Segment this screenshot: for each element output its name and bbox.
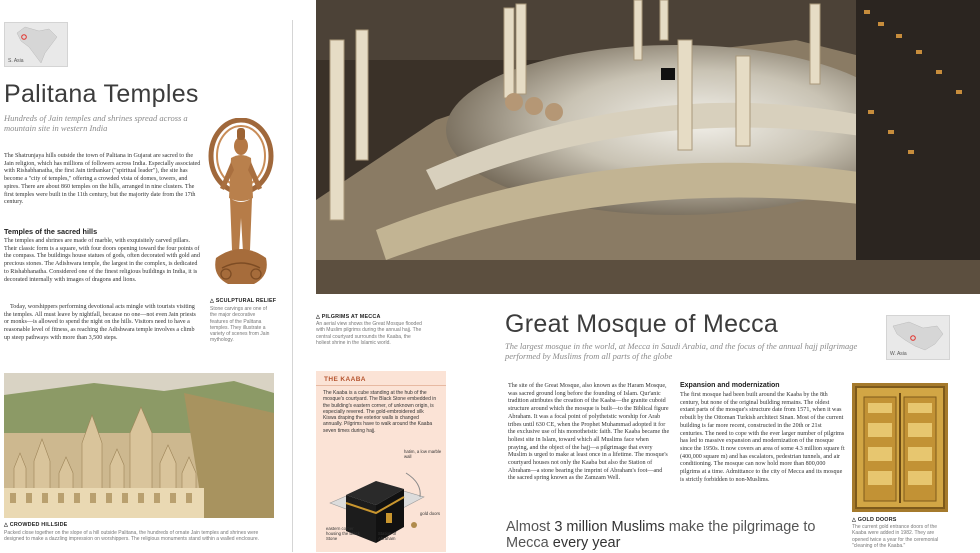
page-title: Palitana Temples xyxy=(4,80,199,108)
pull-quote: Almost 3 million Muslims make the pilgrimage to Mecca every year xyxy=(506,519,816,551)
section-paragraph-2: Today, worshippers performing devotional acts mingle with tourists visiting the temples. All must leave by nightfall, because no one—not even Jain priests or monks—is allowed to spend the night on the hills. Visitors need to have a reasonable level of fitness, as reaching the Adishwara temple involves a climb up steep pathways with more than 3,500 steps. xyxy=(4,304,196,341)
page-subtitle: Hundreds of Jain temples and shrines spread across a mountain site in western India xyxy=(4,113,188,133)
triangle-icon: △ xyxy=(210,298,215,304)
triangle-icon: △ xyxy=(4,522,9,528)
locator-map-south-asia xyxy=(4,22,68,67)
map-label: W. Asia xyxy=(890,351,907,357)
intro-paragraph: The Shatrunjaya hills outside the town of Palitana in Gujarat are sacred to the Jain religion, which has millions of followers across India. Especially associated with Rishabhanatha, the first Jain tirthankar ("spiritual leader"), the site has become a "city of temples," offering a crowded vista of domes, towers, and spires. There are about 860 temples on the hills, arranged in nine clusters. The first temples were built in the 11th century, but the majority date from the 17th century. xyxy=(4,153,201,206)
label-station-of-abraham: Station of Abraham xyxy=(378,531,397,541)
label-gold-doors: gold doors xyxy=(420,511,441,516)
pilgrims-caption-title: △ PILGRIMS AT MECCA xyxy=(316,314,381,320)
gold-doors-caption-text: The current gold entrance doors of the Kaaba were added in 1982. They are opened twice a year for the ceremonial "cleaning of the Kaaba." xyxy=(852,524,939,549)
pull-quote-highlight: every year xyxy=(552,535,621,551)
sculpture-caption-title: △ SCULPTURAL RELIEF xyxy=(210,298,277,304)
mosque-title: Great Mosque of Mecca xyxy=(505,310,779,338)
mecca-aerial-photo xyxy=(316,0,980,294)
locator-map-west-asia xyxy=(886,315,950,360)
map-label: S. Asia xyxy=(8,58,24,64)
section-paragraph-1: The temples and shrines are made of marble, with exquisitely carved pillars. Their classic form is a square, with four doors opening toward the four points of the compass. The buildings house statues of gods, often decorated with gold and precious stones. The Adishwara temple, the largest in the complex, is dedicated to Rishabhanatha. Considered one of the finest religious buildings in India, it is decorated internally with images of dragons and lions. xyxy=(4,238,200,283)
triangle-icon: △ xyxy=(852,517,857,523)
mosque-subtitle: The largest mosque in the world, at Mecca in Saudi Arabia, and the focus of the annual hajj pilgrimage performed by Muslims from all parts of the globe xyxy=(505,341,858,361)
gold-doors-caption-title: △ GOLD DOORS xyxy=(852,517,897,523)
label-eastern-corner: eastern corner housing the Black Stone xyxy=(326,526,360,541)
sculpture-caption-text: Stone carvings are one of the major decorative features of the Palitana temples. They illustrate a variety of scenes from Jain mythology. xyxy=(210,306,270,344)
triangle-icon: △ xyxy=(316,314,321,320)
kaaba-box-header: THE KAABA xyxy=(324,376,366,383)
kaaba-info-box xyxy=(316,371,446,552)
label-hatim: hatim, a low marble wall xyxy=(404,449,442,459)
gold-doors-photo xyxy=(852,383,948,512)
hillside-temples-photo xyxy=(4,373,274,518)
mosque-column-2: The first mosque had been built around the Kaaba by the 8th century, but none of the original building remains. The oldest extant parts of the mosque's structure date from 1571, when it was rebuilt by the Ottoman Turkish architect Sinan. Most of the current building is far more recent, constructed in the 20th or 21st centuries. The need to cope with the ever larger number of pilgrims has led to massive expansion and modernization of the mosque since the 1950s. It now covers an area of some 4.3 million square ft (400,000 square m) and has escalators, pedestrian tunnels, and air conditioning. The mosque can now hold more than 800,000 pilgrims at a time. Admittance to the city of Mecca and its mosque is strictly forbidden to non-Muslims. xyxy=(680,392,845,483)
pull-quote-highlight: 3 million Muslims xyxy=(554,519,665,535)
pilgrims-caption-text: An aerial view shows the Great Mosque flooded with Muslim pilgrims during the annual hajj. The central courtyard surrounds the Kaaba, the holiest shrine in the Islamic world. xyxy=(316,321,422,346)
hillside-caption-title: △ CROWDED HILLSIDE xyxy=(4,522,68,528)
hillside-caption-text: Packed close together on the slope of a hill outside Palitana, the hundreds of ornate Jain temples and shrines were designed to make a dazzling impression on worshippers. The religious monuments stand within a walled enclosure. xyxy=(4,530,260,543)
mosque-column-1: The site of the Great Mosque, also known as the Haram Mosque, was sacred ground long before the founding of Islam. Qur'anic tradition attributes the creation of the Kaaba—the granite cuboid structure around which the mosque is built—to the Biblical figure Abraham. It was a focal point of polytheistic worship for Arab tribes until 630 CE, when the Prophet Muhammad adopted it for the exclusive use of his monotheistic faith. The Kaaba became the holiest site in Islam, toward which all Muslims face when praying, and the object of the hajj—a pilgrimage that every Muslim is urged to make at least once in a lifetime. The mosque's courtyard houses not only the Kaaba but also the Station of Abraham—a stone bearing the imprint of Abraham's foot—and the sacred spring known as the Zamzam Well. xyxy=(508,383,670,482)
expansion-heading: Expansion and modernization xyxy=(680,382,780,389)
kaaba-box-divider xyxy=(316,385,446,386)
kaaba-box-text: The Kaaba is a cube standing at the hub of the mosque's courtyard. The Black Stone embedded in the building's eastern corner, of unknown origin, is especially revered. The gold-embroidered silk Kiswa draping the exterior walls is changed annually. Pilgrims have to walk around the Kaaba seven times during hajj. xyxy=(323,390,437,434)
page-gutter xyxy=(292,20,293,552)
sculpture-image xyxy=(206,118,276,296)
section-heading: Temples of the sacred hills xyxy=(4,227,98,236)
